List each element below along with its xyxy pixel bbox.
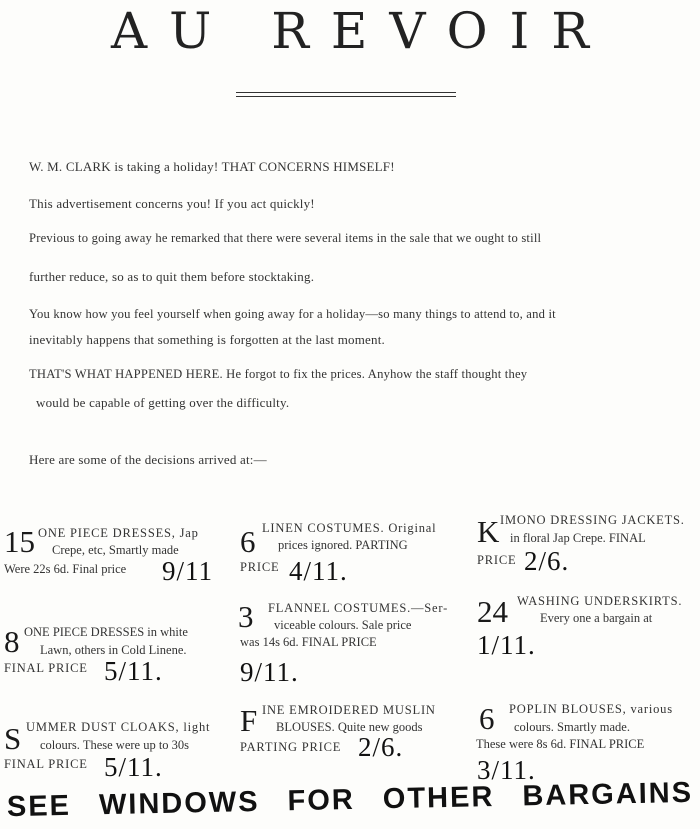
intro-line-3: Previous to going away he remarked that there were several items in the sale that we ought to still [29,231,542,245]
item-number: 3 [238,599,254,634]
title-rule-2 [236,96,456,97]
intro-line-8: would be capable of getting over the difficulty. [36,395,290,410]
item-line: prices ignored. PARTING [278,538,408,552]
item-line: UMMER DUST CLOAKS, light [26,720,211,734]
page-title: AU REVOIR [111,2,611,60]
item-line: Every one a bargain at [540,611,653,625]
item-price: 2/6. [358,732,404,762]
item-initial: S [4,721,22,756]
item-price: 2/6. [524,546,570,576]
item-line: Lawn, others in Cold Linene. [40,643,187,657]
item-line: LINEN COSTUMES. Original [262,521,437,535]
intro-line-5: You know how you feel yourself when going away for a holiday—so many things to attend to, and it [29,307,556,321]
item-line: ONE PIECE DRESSES, Jap [38,526,199,540]
item-line: colours. These were up to 30s [40,738,190,752]
item-line: WASHING UNDERSKIRTS. [517,594,683,608]
item-line: FINAL PRICE [4,661,88,675]
item-line: was 14s 6d. FINAL PRICE [240,635,377,649]
intro-line-9: Here are some of the decisions arrived at:— [29,452,267,467]
item-price: 9/11. [240,657,299,687]
item-line: Crepe, etc, Smartly made [52,543,179,557]
item-line: PARTING PRICE [240,740,342,754]
item-number: 6 [479,701,495,736]
item-line: PRICE [477,553,517,567]
title-rule [236,92,456,93]
item-number: 8 [4,624,20,659]
item-price: 1/11. [477,630,536,660]
item-line: IMONO DRESSING JACKETS. [500,513,685,527]
item-line: FLANNEL COSTUMES.—Ser- [268,601,449,615]
item-price: 5/11. [104,656,163,686]
intro-line-7: THAT'S WHAT HAPPENED HERE. He forgot to fix the prices. Anyhow the staff thought they [29,367,528,381]
intro-line-2: This advertisement concerns you! If you act quickly! [29,196,315,211]
item-line: These were 8s 6d. FINAL PRICE [476,737,645,751]
item-number: 15 [4,524,35,559]
item-line: BLOUSES. Quite new goods [276,720,423,734]
intro-line-4: further reduce, so as to quit them before stocktaking. [29,269,315,284]
item-line: INE EMROIDERED MUSLIN [262,703,436,717]
item-price: 4/11. [289,556,348,586]
item-initial: F [240,703,258,738]
item-number: 6 [240,524,256,559]
item-line: ONE PIECE DRESSES in white [24,625,188,639]
item-line: in floral Jap Crepe. FINAL [510,531,646,545]
item-price: 9/11 [162,556,213,586]
item-line: viceable colours. Sale price [274,618,412,632]
item-initial: K [477,514,500,549]
item-price: 3/11. [477,755,536,785]
item-line: POPLIN BLOUSES, various [509,702,673,716]
item-number: 24 [477,594,508,629]
item-line: FINAL PRICE [4,757,88,771]
item-line: Were 22s 6d. Final price [4,562,127,576]
intro-line-6: inevitably happens that something is forgotten at the last moment. [29,332,385,347]
intro-line-1: W. M. CLARK is taking a holiday! THAT CONCERNS HIMSELF! [29,159,395,174]
item-price: 5/11. [104,752,163,782]
item-line: PRICE [240,560,280,574]
item-line: colours. Smartly made. [514,720,630,734]
footer-banner: SEE WINDOWS FOR OTHER BARGAINS [6,776,694,824]
